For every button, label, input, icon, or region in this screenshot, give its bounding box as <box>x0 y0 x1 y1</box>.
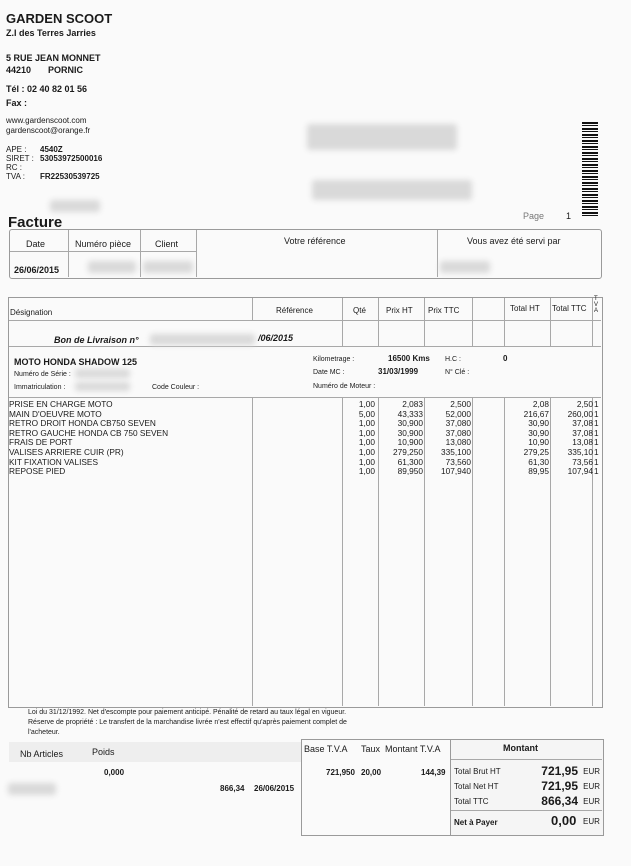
ape-value: 4540Z <box>40 145 63 154</box>
datemc-label: Date MC : <box>313 369 345 376</box>
cell-total-ttc: 335,10 <box>567 446 593 457</box>
col-date: Date <box>26 239 46 249</box>
hc-value: 0 <box>503 354 508 363</box>
cell-prix-ttc: 107,940 <box>441 466 471 477</box>
col-tva: TVA <box>594 296 599 314</box>
col-designation: Désignation <box>10 308 53 317</box>
rc-label: RC : <box>6 163 22 172</box>
totals-line-value: 721,95 <box>541 764 578 778</box>
totals-line-currency: EUR <box>583 767 600 776</box>
cell-total-ht: 279,25 <box>523 446 549 457</box>
cell-designation: REPOSE PIED <box>9 466 66 477</box>
col-numero-piece: Numéro pièce <box>75 239 132 249</box>
company-street: 5 RUE JEAN MONNET <box>6 53 101 63</box>
cell-prix-ttc: 73,560 <box>445 456 471 467</box>
redacted-bon-number <box>150 334 255 345</box>
cell-total-ht: 30,90 <box>528 418 549 429</box>
montant-label: Montant <box>503 743 538 753</box>
col-prix-ht: Prix HT <box>386 306 413 315</box>
cell-designation: PRISE EN CHARGE MOTO <box>9 399 113 409</box>
redacted-client <box>143 261 193 273</box>
cell-total-ht: 61,30 <box>528 456 549 467</box>
cell-prix-ttc: 2,500 <box>450 399 471 409</box>
company-zone: Z.I des Terres Jarries <box>6 28 96 38</box>
invoice-date: 26/06/2015 <box>14 265 60 275</box>
cell-prix-ttc: 37,080 <box>445 418 471 429</box>
echeance-amount: 866,34 <box>220 784 245 793</box>
cell-qty: 1,00 <box>358 418 375 429</box>
net-a-payer-value: 0,00 <box>551 813 577 828</box>
cell-designation: RETRO GAUCHE HONDA CB 750 SEVEN <box>9 427 169 438</box>
datemc-value: 31/03/1999 <box>378 367 419 376</box>
cell-designation: KIT FIXATION VALISES <box>9 456 98 467</box>
legal-line-3: l'acheteur. <box>28 729 60 736</box>
color-label: Code Couleur : <box>152 384 200 391</box>
cell-prix-ht: 43,333 <box>397 408 423 419</box>
cell-total-ht: 2,08 <box>532 399 549 409</box>
cell-qty: 1,00 <box>358 437 375 448</box>
cell-prix-ttc: 37,080 <box>445 427 471 438</box>
redacted-serial <box>75 369 130 378</box>
taux-label: Taux <box>361 744 381 754</box>
totals-line <box>451 779 602 794</box>
km-value: 16500 Kms <box>388 354 430 363</box>
cell-total-ttc: 107,94 <box>567 466 593 477</box>
immat-label: Immatriculation : <box>14 384 66 391</box>
col-client: Client <box>155 239 179 249</box>
table-row <box>9 458 601 468</box>
cell-prix-ht: 30,900 <box>397 427 423 438</box>
cell-prix-ht: 30,900 <box>397 418 423 429</box>
vehicle-name: MOTO HONDA SHADOW 125 <box>14 357 138 367</box>
cell-prix-ttc: 52,000 <box>445 408 471 419</box>
cell-prix-ttc: 335,100 <box>441 446 471 457</box>
company-web: www.gardenscoot.com <box>6 116 87 125</box>
redacted-piece-number <box>88 261 136 273</box>
cell-total-ttc: 73,56 <box>572 456 593 467</box>
base-tva-label: Base T.V.A <box>304 744 348 754</box>
cell-total-ttc: 2,50 <box>576 399 593 409</box>
redacted-immat <box>75 382 130 391</box>
base-tva-value: 721,950 <box>326 768 355 777</box>
col-prix-ttc: Prix TTC <box>428 306 460 315</box>
legal-line-2: Réserve de propriété : Le transfert de la marchandise livrée n'est effectif qu'après paiement complet de <box>28 719 347 726</box>
totals-line-value: 866,34 <box>541 794 578 808</box>
cell-total-ht: 10,90 <box>528 437 549 448</box>
totals-list <box>451 764 602 809</box>
cell-tva: 1 <box>594 446 599 457</box>
cell-qty: 5,00 <box>358 408 375 419</box>
cell-designation: MAIN D'OEUVRE MOTO <box>9 408 102 419</box>
cell-total-ht: 89,95 <box>528 466 549 477</box>
page-label: Page <box>523 211 545 221</box>
cell-tva: 1 <box>594 437 599 448</box>
cell-designation: FRAIS DE PORT <box>9 437 73 448</box>
cell-prix-ht: 279,250 <box>393 446 423 457</box>
siret-value: 53053972500016 <box>40 154 103 163</box>
cell-prix-ht: 10,900 <box>397 437 423 448</box>
col-total-ht: Total HT <box>510 304 540 313</box>
echeance-date: 26/06/2015 <box>254 784 295 793</box>
totals-line-value: 721,95 <box>541 779 578 793</box>
cell-total-ttc: 260,00 <box>567 408 593 419</box>
cell-prix-ht: 89,950 <box>397 466 423 477</box>
totals-line <box>451 794 602 809</box>
cle-label: N° Clé : <box>445 369 470 376</box>
cell-prix-ht: 2,083 <box>402 399 423 409</box>
company-email: gardenscoot@orange.fr <box>6 126 91 135</box>
hc-label: H.C : <box>445 356 461 363</box>
net-a-payer-currency: EUR <box>583 817 600 826</box>
cell-total-ttc: 37,08 <box>572 427 593 438</box>
tva-label: TVA : <box>6 172 25 181</box>
cell-qty: 1,00 <box>358 427 375 438</box>
document-title: Facture <box>8 214 63 231</box>
tva-value: FR22530539725 <box>40 172 100 181</box>
cell-qty: 1,00 <box>358 466 375 477</box>
company-name: GARDEN SCOOT <box>6 11 113 26</box>
company-tel: Tél : 02 40 82 01 56 <box>6 84 88 94</box>
ape-label: APE : <box>6 145 27 154</box>
cell-tva: 1 <box>594 399 599 409</box>
serial-label: Numéro de Série : <box>14 371 71 378</box>
cell-total-ttc: 37,08 <box>572 418 593 429</box>
cell-prix-ttc: 13,080 <box>445 437 471 448</box>
company-postcode: 44210 <box>6 65 32 75</box>
table-row <box>9 467 601 477</box>
totals-line-label: Total Net HT <box>454 782 499 791</box>
cell-tva: 1 <box>594 408 599 419</box>
cell-total-ht: 216,67 <box>523 408 549 419</box>
totals-line-currency: EUR <box>583 782 600 791</box>
cell-tva: 1 <box>594 466 599 477</box>
legal-line-1: Loi du 31/12/1992. Net d'escompte pour paiement anticipé. Pénalité de retard au taux légal en vigueur. <box>28 709 347 716</box>
cell-tva: 1 <box>594 427 599 438</box>
bon-livraison-label: Bon de Livraison n° <box>54 335 139 345</box>
montant-tva-value: 144,39 <box>421 768 446 777</box>
cell-tva: 1 <box>594 456 599 467</box>
page-number: 1 <box>566 211 572 221</box>
km-label: Kilometrage : <box>313 356 355 363</box>
company-fax: Fax : <box>6 98 28 108</box>
col-reference: Référence <box>276 306 313 315</box>
nb-articles-label: Nb Articles <box>20 749 64 759</box>
redacted-customer-name <box>307 124 457 150</box>
net-a-payer-label: Net à Payer <box>454 818 498 827</box>
montant-tva-label: Montant T.V.A <box>385 744 441 754</box>
cell-designation: RETRO DROIT HONDA CB750 SEVEN <box>9 418 156 429</box>
totals-line-label: Total TTC <box>454 797 489 806</box>
barcode <box>582 122 598 218</box>
col-servi-par: Vous avez été servi par <box>467 236 561 246</box>
redacted-echeance-label <box>8 783 56 795</box>
taux-value: 20,00 <box>361 768 382 777</box>
redacted-servi-par <box>440 261 490 273</box>
bon-livraison-date: /06/2015 <box>258 333 294 343</box>
redacted-customer-address <box>312 180 472 200</box>
cell-qty: 1,00 <box>358 446 375 457</box>
table-row <box>9 429 601 439</box>
cell-prix-ht: 61,300 <box>397 456 423 467</box>
cell-qty: 1,00 <box>358 399 375 409</box>
moteur-label: Numéro de Moteur : <box>313 383 376 390</box>
cell-tva: 1 <box>594 418 599 429</box>
totals-line-label: Total Brut HT <box>454 767 501 776</box>
totals-line-currency: EUR <box>583 797 600 806</box>
cell-total-ht: 30,90 <box>528 427 549 438</box>
poids-label: Poids <box>92 747 115 757</box>
col-qty: Qté <box>353 306 366 315</box>
company-city: PORNIC <box>48 65 84 75</box>
cell-qty: 1,00 <box>358 456 375 467</box>
item-rows <box>9 400 601 477</box>
poids-value: 0,000 <box>104 768 125 777</box>
redacted-subtitle <box>50 200 100 212</box>
cell-designation: VALISES ARRIERE CUIR (PR) <box>9 446 124 457</box>
cell-total-ttc: 13,08 <box>572 437 593 448</box>
col-total-ttc: Total TTC <box>552 304 587 313</box>
col-votre-reference: Votre référence <box>284 236 346 246</box>
totals-line <box>451 764 602 779</box>
siret-label: SIRET : <box>6 154 34 163</box>
